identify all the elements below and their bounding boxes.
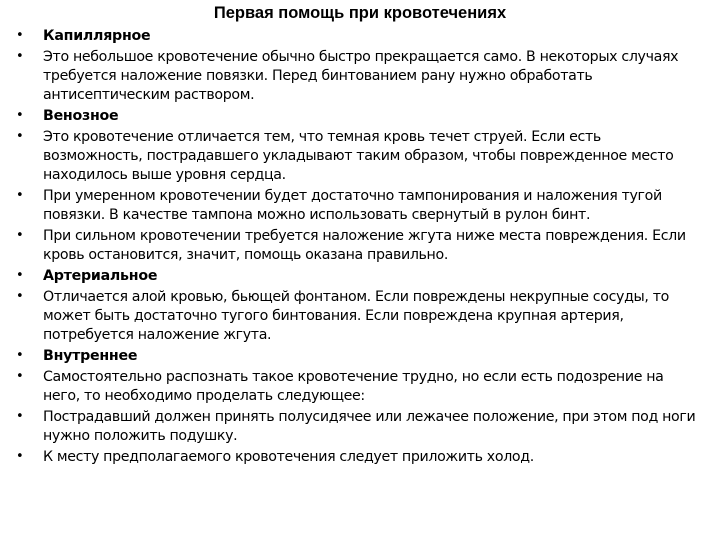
bullet-icon: • [16, 228, 24, 243]
list-item [0, 187, 720, 224]
list-item [0, 408, 720, 445]
bullet-icon: • [16, 28, 24, 43]
list-item-text: Самостоятельно распознать такое кровотечение трудно, но если есть подозрение на него, то необходимо проделать следующее: [43, 369, 664, 404]
list-item-text: Отличается алой кровью, бьющей фонтаном. Если повреждены некрупные сосуды, то может быть достаточно тугого бинтования. Если повреждена крупная артерия, потребуется наложение жгута. [43, 289, 669, 343]
slide-content [0, 27, 720, 470]
section-heading-text: Внутреннее [43, 348, 138, 364]
bullet-icon: • [16, 409, 24, 425]
section-heading-text: Венозное [43, 108, 119, 124]
bullet-icon: • [16, 348, 24, 363]
bullet-list [0, 27, 720, 467]
section-heading-item [0, 107, 720, 126]
bullet-icon: • [16, 369, 24, 385]
list-item [0, 448, 720, 467]
list-item-text: При сильном кровотечении требуется наложение жгута ниже места повреждения. Если кровь остановится, значит, помощь оказана правильно. [43, 228, 686, 263]
bullet-icon: • [16, 188, 24, 203]
bullet-icon: • [16, 129, 24, 145]
list-item [0, 288, 720, 344]
list-item-text: Это небольшое кровотечение обычно быстро прекращается само. В некоторых случаях требуется наложение повязки. Перед бинтованием рану нужно обработать антисептическим раствором. [43, 49, 679, 103]
list-item-text: Пострадавший должен принять полусидячее или лежачее положение, при этом под ноги нужно положить подушку. [43, 409, 696, 444]
section-heading-text: Капиллярное [43, 28, 151, 44]
bullet-icon: • [16, 108, 24, 123]
bullet-icon: • [16, 268, 24, 283]
section-heading-item [0, 267, 720, 286]
slide-title: Первая помощь при кровотечениях [213, 4, 507, 22]
list-item [0, 368, 720, 405]
bullet-icon: • [16, 289, 24, 305]
list-item-text: При умеренном кровотечении будет достаточно тампонирования и наложения тугой повязки. В качестве тампона можно использовать свернутый в рулон бинт. [43, 188, 662, 223]
section-heading-text: Артериальное [43, 268, 158, 284]
bullet-icon: • [16, 49, 24, 65]
list-item [0, 128, 720, 184]
list-item [0, 48, 720, 104]
section-heading-item [0, 347, 720, 366]
list-item [0, 227, 720, 264]
section-heading-item [0, 27, 720, 46]
list-item-text: К месту предполагаемого кровотечения следует приложить холод. [43, 449, 534, 466]
bullet-icon: • [16, 449, 24, 465]
list-item-text: Это кровотечение отличается тем, что темная кровь течет струей. Если есть возможность, пострадавшего укладывают таким образом, чтобы поврежденное место находилось выше уровня сердца. [43, 129, 674, 183]
